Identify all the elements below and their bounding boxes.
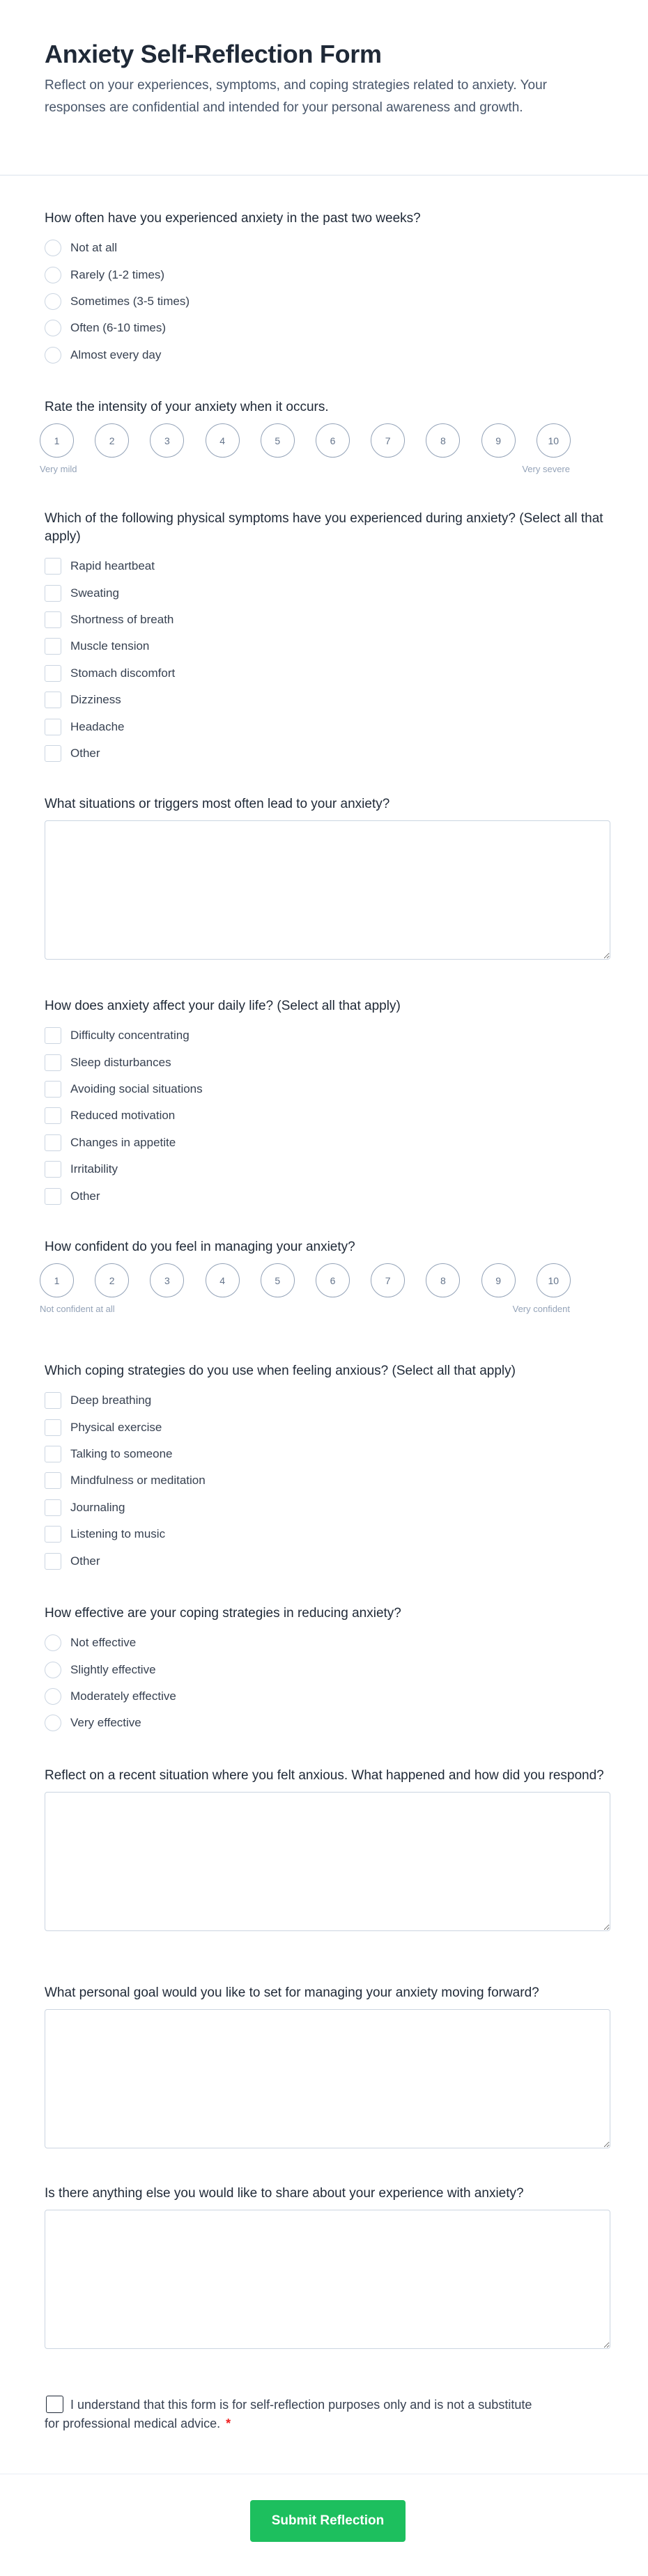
rating-option-9[interactable]: 9: [481, 1263, 516, 1297]
checkbox[interactable]: [45, 1392, 61, 1409]
rating-option-6[interactable]: 6: [316, 1263, 350, 1297]
rating-option-3[interactable]: 3: [150, 423, 184, 458]
question-label: What situations or triggers most often lead to your anxiety?: [45, 797, 390, 811]
rating-option-10[interactable]: 10: [537, 1263, 571, 1297]
checkbox[interactable]: [45, 1526, 61, 1543]
option-label: Other: [70, 746, 100, 760]
checkbox-option[interactable]: [45, 1022, 610, 1049]
option-label: Not effective: [70, 1636, 137, 1650]
radio-option[interactable]: [45, 315, 610, 341]
scale-max-label: Very severe: [522, 464, 570, 474]
checkbox-option[interactable]: [45, 1387, 610, 1414]
checkbox-option[interactable]: [45, 1441, 610, 1467]
question-5: [45, 997, 610, 1210]
checkbox[interactable]: [45, 585, 61, 602]
question-label: How effective are your coping strategies in reducing anxiety?: [45, 1606, 401, 1621]
radio-button[interactable]: [45, 1715, 61, 1731]
option-label: Shortness of breath: [70, 612, 174, 626]
radio-option[interactable]: [45, 1656, 610, 1683]
rating-option-6[interactable]: 6: [316, 423, 350, 458]
radio-button[interactable]: [45, 1688, 61, 1705]
checkbox[interactable]: [45, 1054, 61, 1071]
rating-option-9[interactable]: 9: [481, 423, 516, 458]
checkbox-option[interactable]: [45, 1494, 610, 1521]
radio-option[interactable]: [45, 261, 610, 288]
question-label: Is there anything else you would like to share about your experience with anxiety?: [45, 2186, 524, 2201]
option-label: Difficulty concentrating: [70, 1029, 190, 1043]
question-6: [40, 1238, 610, 1326]
option-label: Other: [70, 1189, 100, 1203]
answer-textarea[interactable]: [45, 820, 610, 960]
question-label: Reflect on a recent situation where you felt anxious. What happened and how did you respond?: [45, 1768, 604, 1783]
option-label: Sweating: [70, 586, 119, 600]
checkbox-option[interactable]: [45, 687, 610, 713]
rating-option-4[interactable]: 4: [206, 1263, 240, 1297]
rating-option-7[interactable]: 7: [371, 1263, 405, 1297]
checkbox[interactable]: [45, 558, 61, 575]
consent-checkbox-label[interactable]: [45, 2396, 543, 2433]
rating-scale: [40, 1263, 610, 1326]
question-3: [45, 510, 610, 767]
checkbox-option[interactable]: [45, 1182, 610, 1209]
radio-button[interactable]: [45, 267, 61, 283]
question-label: How does anxiety affect your daily life? (Select all that apply): [45, 999, 401, 1013]
radio-option[interactable]: [45, 342, 610, 368]
radio-option[interactable]: [45, 1630, 610, 1656]
checkbox[interactable]: [45, 1081, 61, 1098]
checkbox[interactable]: [45, 745, 61, 762]
rating-option-5[interactable]: 5: [261, 1263, 295, 1297]
checkbox[interactable]: [45, 1188, 61, 1205]
option-label: Slightly effective: [70, 1662, 156, 1676]
consent-checkbox[interactable]: [46, 2396, 63, 2413]
question-4: [45, 795, 610, 960]
option-label: Dizziness: [70, 693, 121, 707]
checkbox[interactable]: [45, 1419, 61, 1436]
checkbox-option[interactable]: [45, 1049, 610, 1075]
option-label: Muscle tension: [70, 639, 150, 653]
option-label: Very effective: [70, 1716, 141, 1730]
option-label: Deep breathing: [70, 1394, 152, 1407]
checkbox[interactable]: [45, 1027, 61, 1044]
page-title: Anxiety Self-Reflection Form: [45, 40, 382, 68]
rating-option-8[interactable]: 8: [426, 423, 460, 458]
checkbox-option[interactable]: [45, 633, 610, 659]
checkbox[interactable]: [45, 1472, 61, 1489]
checkbox-option[interactable]: [45, 660, 610, 687]
checkbox[interactable]: [45, 1446, 61, 1462]
option-label: Stomach discomfort: [70, 666, 176, 680]
consent-text: I understand that this form is for self-reflection purposes only and is not a substitute for professional medical advice.: [45, 2398, 532, 2430]
checkbox-option[interactable]: [45, 740, 610, 767]
option-label: Talking to someone: [70, 1446, 173, 1460]
rating-option-4[interactable]: 4: [206, 423, 240, 458]
question-11: [45, 2185, 610, 2349]
checkbox-option[interactable]: [45, 713, 610, 740]
checkbox-option[interactable]: [45, 607, 610, 633]
checkbox[interactable]: [45, 638, 61, 655]
checkbox[interactable]: [45, 692, 61, 708]
scale-min-label: Not confident at all: [40, 1304, 115, 1314]
checkbox-option[interactable]: [45, 1414, 610, 1440]
question-label: How often have you experienced anxiety in the past two weeks?: [45, 211, 421, 226]
checkbox[interactable]: [45, 719, 61, 735]
question-label: What personal goal would you like to set for managing your anxiety moving forward?: [45, 1985, 539, 2000]
checkbox[interactable]: [45, 665, 61, 682]
checkbox[interactable]: [45, 1134, 61, 1151]
radio-option[interactable]: [45, 235, 610, 261]
option-label: Journaling: [70, 1500, 125, 1514]
radio-option[interactable]: [45, 288, 610, 315]
rating-option-1[interactable]: 1: [40, 423, 74, 458]
rating-option-8[interactable]: 8: [426, 1263, 460, 1297]
question-label: How confident do you feel in managing your anxiety?: [45, 1240, 355, 1254]
required-asterisk: *: [226, 2417, 231, 2430]
checkbox-option[interactable]: [45, 1102, 610, 1129]
radio-button[interactable]: [45, 1662, 61, 1678]
question-label: Which of the following physical symptoms have you experienced during anxiety? (Select all that apply): [45, 511, 603, 544]
option-label: Changes in appetite: [70, 1135, 176, 1149]
answer-textarea[interactable]: [45, 2009, 610, 2148]
question-10: [45, 1984, 610, 2148]
question-label: Rate the intensity of your anxiety when it occurs.: [45, 400, 329, 414]
rating-option-5[interactable]: 5: [261, 423, 295, 458]
rating-option-7[interactable]: 7: [371, 423, 405, 458]
rating-option-3[interactable]: 3: [150, 1263, 184, 1297]
checkbox[interactable]: [45, 1107, 61, 1124]
option-label: Not at all: [70, 241, 118, 255]
checkbox-option[interactable]: [45, 579, 610, 606]
option-label: Physical exercise: [70, 1420, 162, 1434]
radio-button[interactable]: [45, 293, 61, 310]
option-label: Irritability: [70, 1162, 118, 1176]
option-label: Rarely (1-2 times): [70, 267, 165, 281]
checkbox-option[interactable]: [45, 1156, 610, 1182]
question-2: [40, 398, 610, 486]
radio-button[interactable]: [45, 1634, 61, 1651]
option-label: Almost every day: [70, 348, 162, 361]
radio-button[interactable]: [45, 240, 61, 256]
answer-textarea[interactable]: [45, 2210, 610, 2349]
question-9: [45, 1767, 610, 1931]
checkbox-option[interactable]: [45, 1130, 610, 1156]
option-label: Sleep disturbances: [70, 1055, 171, 1069]
option-label: Sometimes (3-5 times): [70, 294, 190, 308]
checkbox-option[interactable]: [45, 1467, 610, 1494]
radio-button[interactable]: [45, 320, 61, 336]
option-label: Listening to music: [70, 1527, 166, 1541]
checkbox-option[interactable]: [45, 1521, 610, 1547]
option-label: Rapid heartbeat: [70, 559, 155, 573]
option-label: Other: [70, 1554, 100, 1568]
scale-max-label: Very confident: [512, 1304, 570, 1314]
option-label: Avoiding social situations: [70, 1082, 203, 1095]
rating-option-2[interactable]: 2: [95, 1263, 129, 1297]
radio-option[interactable]: [45, 1710, 610, 1736]
page-description: Reflect on your experiences, symptoms, and coping strategies related to anxiety. Your responses are confidential and intended for your personal awareness and growth.: [45, 78, 547, 115]
radio-option[interactable]: [45, 1683, 610, 1710]
rating-option-1[interactable]: 1: [40, 1263, 74, 1297]
checkbox-option[interactable]: [45, 553, 610, 579]
submit-button[interactable]: Submit Reflection: [250, 2500, 406, 2542]
checkbox-option[interactable]: [45, 1547, 610, 1574]
option-label: Headache: [70, 719, 125, 733]
rating-option-10[interactable]: 10: [537, 423, 571, 458]
scale-min-label: Very mild: [40, 464, 77, 474]
question-1: [45, 210, 610, 368]
answer-textarea[interactable]: [45, 1792, 610, 1931]
option-label: Often (6-10 times): [70, 321, 166, 335]
question-8: [45, 1605, 610, 1737]
rating-scale: [40, 423, 610, 486]
question-7: [45, 1362, 610, 1575]
checkbox[interactable]: [45, 1499, 61, 1516]
radio-button[interactable]: [45, 347, 61, 364]
rating-option-2[interactable]: 2: [95, 423, 129, 458]
checkbox[interactable]: [45, 1553, 61, 1570]
option-label: Reduced motivation: [70, 1109, 176, 1123]
checkbox[interactable]: [45, 1161, 61, 1178]
option-label: Mindfulness or meditation: [70, 1474, 206, 1488]
option-label: Moderately effective: [70, 1689, 176, 1703]
checkbox[interactable]: [45, 611, 61, 628]
question-label: Which coping strategies do you use when feeling anxious? (Select all that apply): [45, 1364, 516, 1378]
checkbox-option[interactable]: [45, 1076, 610, 1102]
